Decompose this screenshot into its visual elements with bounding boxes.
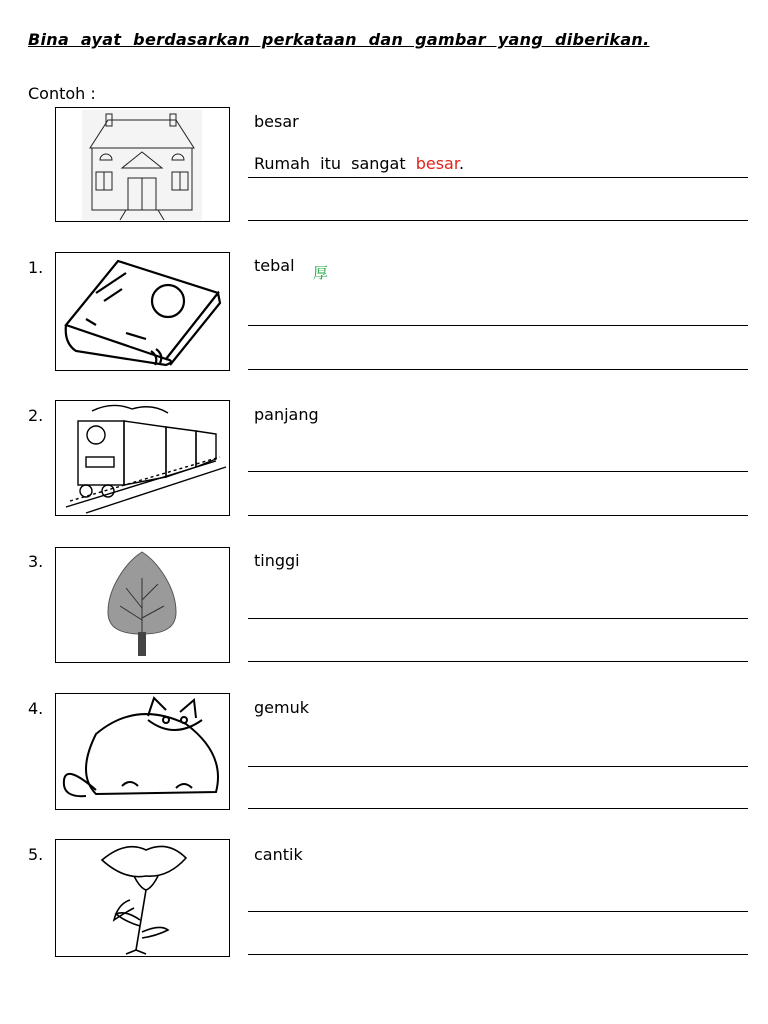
item-2-writing-line-2 [248, 515, 748, 516]
tree-image [55, 547, 230, 663]
item-5-word: cantik [254, 845, 303, 864]
item-3-word: tinggi [254, 551, 300, 570]
example-sentence-end: . [458, 154, 465, 173]
item-2-writing-line-1 [248, 471, 748, 472]
example-sentence [254, 154, 464, 173]
item-3-writing-line-1 [248, 618, 748, 619]
example-word: besar [254, 112, 299, 131]
train-image [55, 400, 230, 516]
item-3-writing-line-2 [248, 661, 748, 662]
item-4-word: gemuk [254, 698, 309, 717]
item-5-number: 5. [28, 845, 44, 864]
cat-image [55, 693, 230, 810]
example-label: Contoh : [28, 84, 96, 103]
item-2-word: panjang [254, 405, 319, 424]
flower-image [55, 839, 230, 957]
item-1-word: tebal [254, 256, 295, 275]
example-writing-line-1 [248, 177, 748, 178]
item-5-writing-line-2 [248, 954, 748, 955]
example-sentence-text: Rumah itu sangat [254, 154, 406, 173]
house-image [55, 107, 230, 222]
item-4-number: 4. [28, 699, 44, 718]
item-1-writing-line-1 [248, 325, 748, 326]
item-2-number: 2. [28, 406, 44, 425]
item-3-number: 3. [28, 552, 44, 571]
example-writing-line-2 [248, 220, 748, 221]
item-5-writing-line-1 [248, 911, 748, 912]
example-highlight-word: besar [415, 154, 459, 173]
item-1-writing-line-2 [248, 369, 748, 370]
book-image [55, 252, 230, 371]
worksheet-title: Bina ayat berdasarkan perkataan dan gambar yang diberikan. [28, 30, 650, 49]
item-4-writing-line-1 [248, 766, 748, 767]
item-4-writing-line-2 [248, 808, 748, 809]
item-1-number: 1. [28, 258, 44, 277]
item-1-note: 厚 [313, 264, 329, 282]
